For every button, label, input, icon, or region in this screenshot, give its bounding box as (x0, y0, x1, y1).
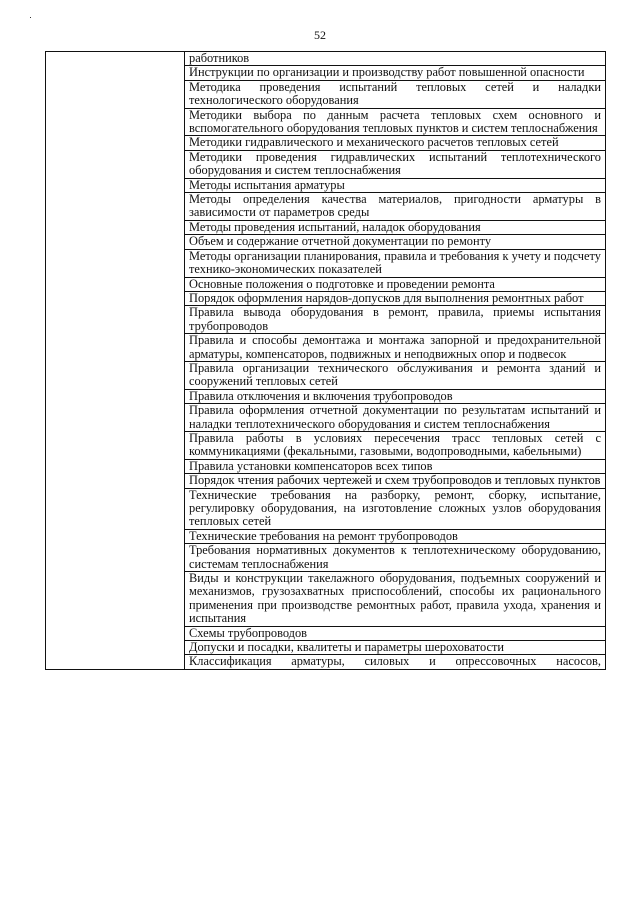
table-body (46, 52, 606, 670)
knowledge-item-cell: Правила организации технического обслуживания и ремонта зданий и сооружений тепловых сетей (185, 361, 606, 389)
knowledge-item-cell: Основные положения о подготовке и проведении ремонта (185, 277, 606, 291)
knowledge-item-cell: Порядок чтения рабочих чертежей и схем трубопроводов и тепловых пунктов (185, 474, 606, 488)
knowledge-item-cell: Объем и содержание отчетной документации по ремонту (185, 235, 606, 249)
knowledge-item-cell: Методы определения качества материалов, пригодности арматуры в зависимости от параметров среды (185, 193, 606, 221)
knowledge-item-cell: Методика проведения испытаний тепловых сетей и наладки технологического оборудования (185, 80, 606, 108)
knowledge-item-text: Классификация арматуры, силовых и опрессовочных насосов, (189, 654, 601, 669)
knowledge-item-cell: Правила оформления отчетной документации по результатам испытаний и наладки теплотехнического оборудования и систем теплоснабжения (185, 404, 606, 432)
knowledge-item-cell (185, 655, 606, 669)
knowledge-item-cell: Методики гидравлического и механического расчетов тепловых сетей (185, 136, 606, 150)
knowledge-item-cell: Правила и способы демонтажа и монтажа запорной и предохранительной арматуры, компенсаторов, подвижных и неподвижных опор и подвесок (185, 334, 606, 362)
knowledge-item-cell: Виды и конструкции такелажного оборудования, подъемных сооружений и механизмов, грузозахватных приспособлений, способы их рационального применения при производстве ремонтных работ, правила ухода, хранения и испытания (185, 572, 606, 627)
knowledge-item-cell: Методики проведения гидравлических испытаний теплотехнического оборудования и систем теплоснабжения (185, 150, 606, 178)
knowledge-item-cell: Методы испытания арматуры (185, 178, 606, 192)
knowledge-item-cell: Технические требования на разборку, ремонт, сборку, испытание, регулировку оборудования, на изготовление сложных узлов оборудования тепловых сетей (185, 488, 606, 529)
page-number: 52 (314, 28, 326, 42)
knowledge-item-cell: Методы проведения испытаний, наладок оборудования (185, 220, 606, 234)
table-row (46, 52, 606, 66)
knowledge-item-cell: Инструкции по организации и производству работ повышенной опасности (185, 66, 606, 80)
scan-speck (30, 17, 31, 18)
knowledge-item-cell: Правила отключения и включения трубопроводов (185, 389, 606, 403)
knowledge-item-cell: Технические требования на ремонт трубопроводов (185, 529, 606, 543)
knowledge-item-cell: Порядок оформления нарядов-допусков для выполнения ремонтных работ (185, 291, 606, 305)
knowledge-item-cell: Правила работы в условиях пересечения трасс тепловых сетей с коммуникациями (фекальными, газовыми, водопроводными, кабельными) (185, 431, 606, 459)
knowledge-item-cell: Методы организации планирования, правила и требования к учету и подсчету технико-экономических показателей (185, 249, 606, 277)
left-column-cell (46, 52, 185, 670)
knowledge-item-cell: Правила вывода оборудования в ремонт, правила, приемы испытания трубопроводов (185, 306, 606, 334)
knowledge-item-cell: Требования нормативных документов к теплотехническому оборудованию, системам теплоснабжения (185, 544, 606, 572)
knowledge-item-cell: Правила установки компенсаторов всех типов (185, 459, 606, 473)
knowledge-item-cell: Методики выбора по данным расчета тепловых схем основного и вспомогательного оборудования тепловых пунктов и систем теплоснабжения (185, 108, 606, 136)
knowledge-item-cell: Допуски и посадки, квалитеты и параметры шероховатости (185, 641, 606, 655)
knowledge-item-cell: Схемы трубопроводов (185, 626, 606, 640)
knowledge-item-cell: работников (185, 52, 606, 66)
requirements-table (45, 51, 606, 670)
